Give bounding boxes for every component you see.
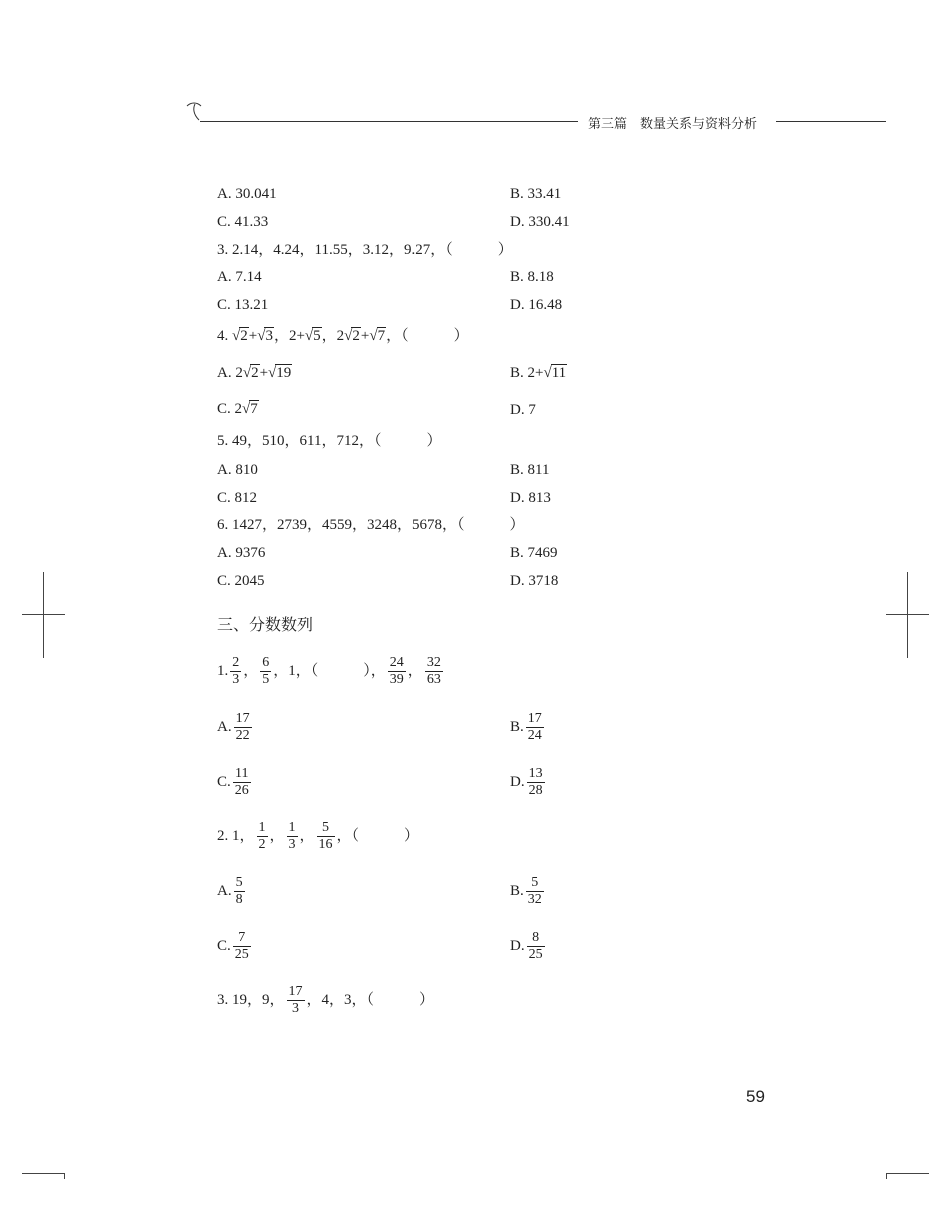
fraction: $\frac{32}{63}$ [426, 655, 441, 687]
fraction: $\frac{2}{3}$ [232, 655, 240, 687]
frac-q1-stem: 1. $\frac{2}{3}$ ， $\frac{6}{5}$ ，1，（ ）， $\frac{24}{39}$ ， $\frac{32}{63}$ [217, 655, 441, 687]
crop-mark-bottom-left [22, 1173, 65, 1174]
crop-mark-bottom-right-tick [886, 1173, 887, 1179]
crop-mark-bottom-left-tick [64, 1173, 65, 1179]
q6-option-a: A. 9376 [217, 545, 266, 561]
q5-option-a: A. 810 [217, 462, 258, 478]
q2-option-c: C. 41.33 [217, 214, 269, 230]
q4-option-c: C. 2√7 [217, 401, 258, 417]
fraction: $\frac{24}{39}$ [389, 655, 404, 687]
q3-option-a: A. 7.14 [217, 269, 262, 285]
q3-option-c: C. 13.21 [217, 297, 269, 313]
q6-option-c: C. 2045 [217, 573, 265, 589]
q5-option-c: C. 812 [217, 490, 258, 506]
q4-option-d: D. 7 [510, 402, 536, 418]
running-header: 第三篇 数量关系与资料分析 [588, 117, 758, 132]
frac-q2-option-d: D. $\frac{8}{25}$ [510, 930, 543, 962]
crop-mark-left-vertical [43, 572, 44, 658]
q2-option-d: D. 330.41 [510, 214, 570, 230]
section-heading: 三、分数数列 [217, 615, 314, 634]
crop-mark-left-horizontal [22, 614, 65, 615]
q2-option-b: B. 33.41 [510, 186, 562, 202]
q6-option-b: B. 7469 [510, 545, 558, 561]
q3-option-b: B. 8.18 [510, 269, 554, 285]
q5-option-b: B. 811 [510, 462, 550, 478]
fraction: $\frac{6}{5}$ [262, 655, 270, 687]
frac-q1-option-a: A. $\frac{17}{22}$ [217, 711, 250, 743]
q4-option-b: B. 2+√11 [510, 365, 567, 381]
header-ornament [185, 100, 205, 122]
frac-q2-option-a: A. $\frac{5}{8}$ [217, 875, 243, 907]
q2-option-a: A. 30.041 [217, 186, 277, 202]
q4-option-a: A. 2√2+√19 [217, 365, 292, 381]
page-number: 59 [746, 1087, 765, 1106]
q5-stem: 5. 49，510，611，712，（ ） [217, 433, 442, 449]
frac-q2-stem: 2. 1， $\frac{1}{2}$ ， $\frac{1}{3}$ ， $\frac{5}{16}$ ，（ ） [217, 820, 420, 852]
frac-q3-stem: 3. 19，9， $\frac{17}{3}$ ，4，3，（ ） [217, 984, 435, 1016]
frac-q2-option-c: C. $\frac{7}{25}$ [217, 930, 249, 962]
frac-q2-option-b: B. $\frac{5}{32}$ [510, 875, 542, 907]
header-rule-right [776, 121, 886, 122]
crop-mark-right-horizontal [886, 614, 929, 615]
q4-expression: √2+√3，2+√5，2√2+√7，（ ） [232, 328, 469, 344]
q6-option-d: D. 3718 [510, 573, 559, 589]
frac-q1-option-b: B. $\frac{17}{24}$ [510, 711, 542, 743]
q4-number: 4. [217, 328, 229, 344]
frac-q1-option-d: D. $\frac{13}{28}$ [510, 766, 543, 798]
q3-stem: 3. 2.14，4.24，11.55，3.12，9.27，（ ） [217, 242, 513, 258]
q5-option-d: D. 813 [510, 490, 551, 506]
q3-option-d: D. 16.48 [510, 297, 563, 313]
crop-mark-bottom-right [886, 1173, 929, 1174]
q4-stem [217, 326, 469, 346]
frac-q1-option-c: C. $\frac{11}{26}$ [217, 766, 249, 798]
header-rule-left [200, 121, 578, 122]
q6-stem: 6. 1427，2739，4559，3248，5678，（ ） [217, 517, 525, 533]
crop-mark-right-vertical [907, 572, 908, 658]
